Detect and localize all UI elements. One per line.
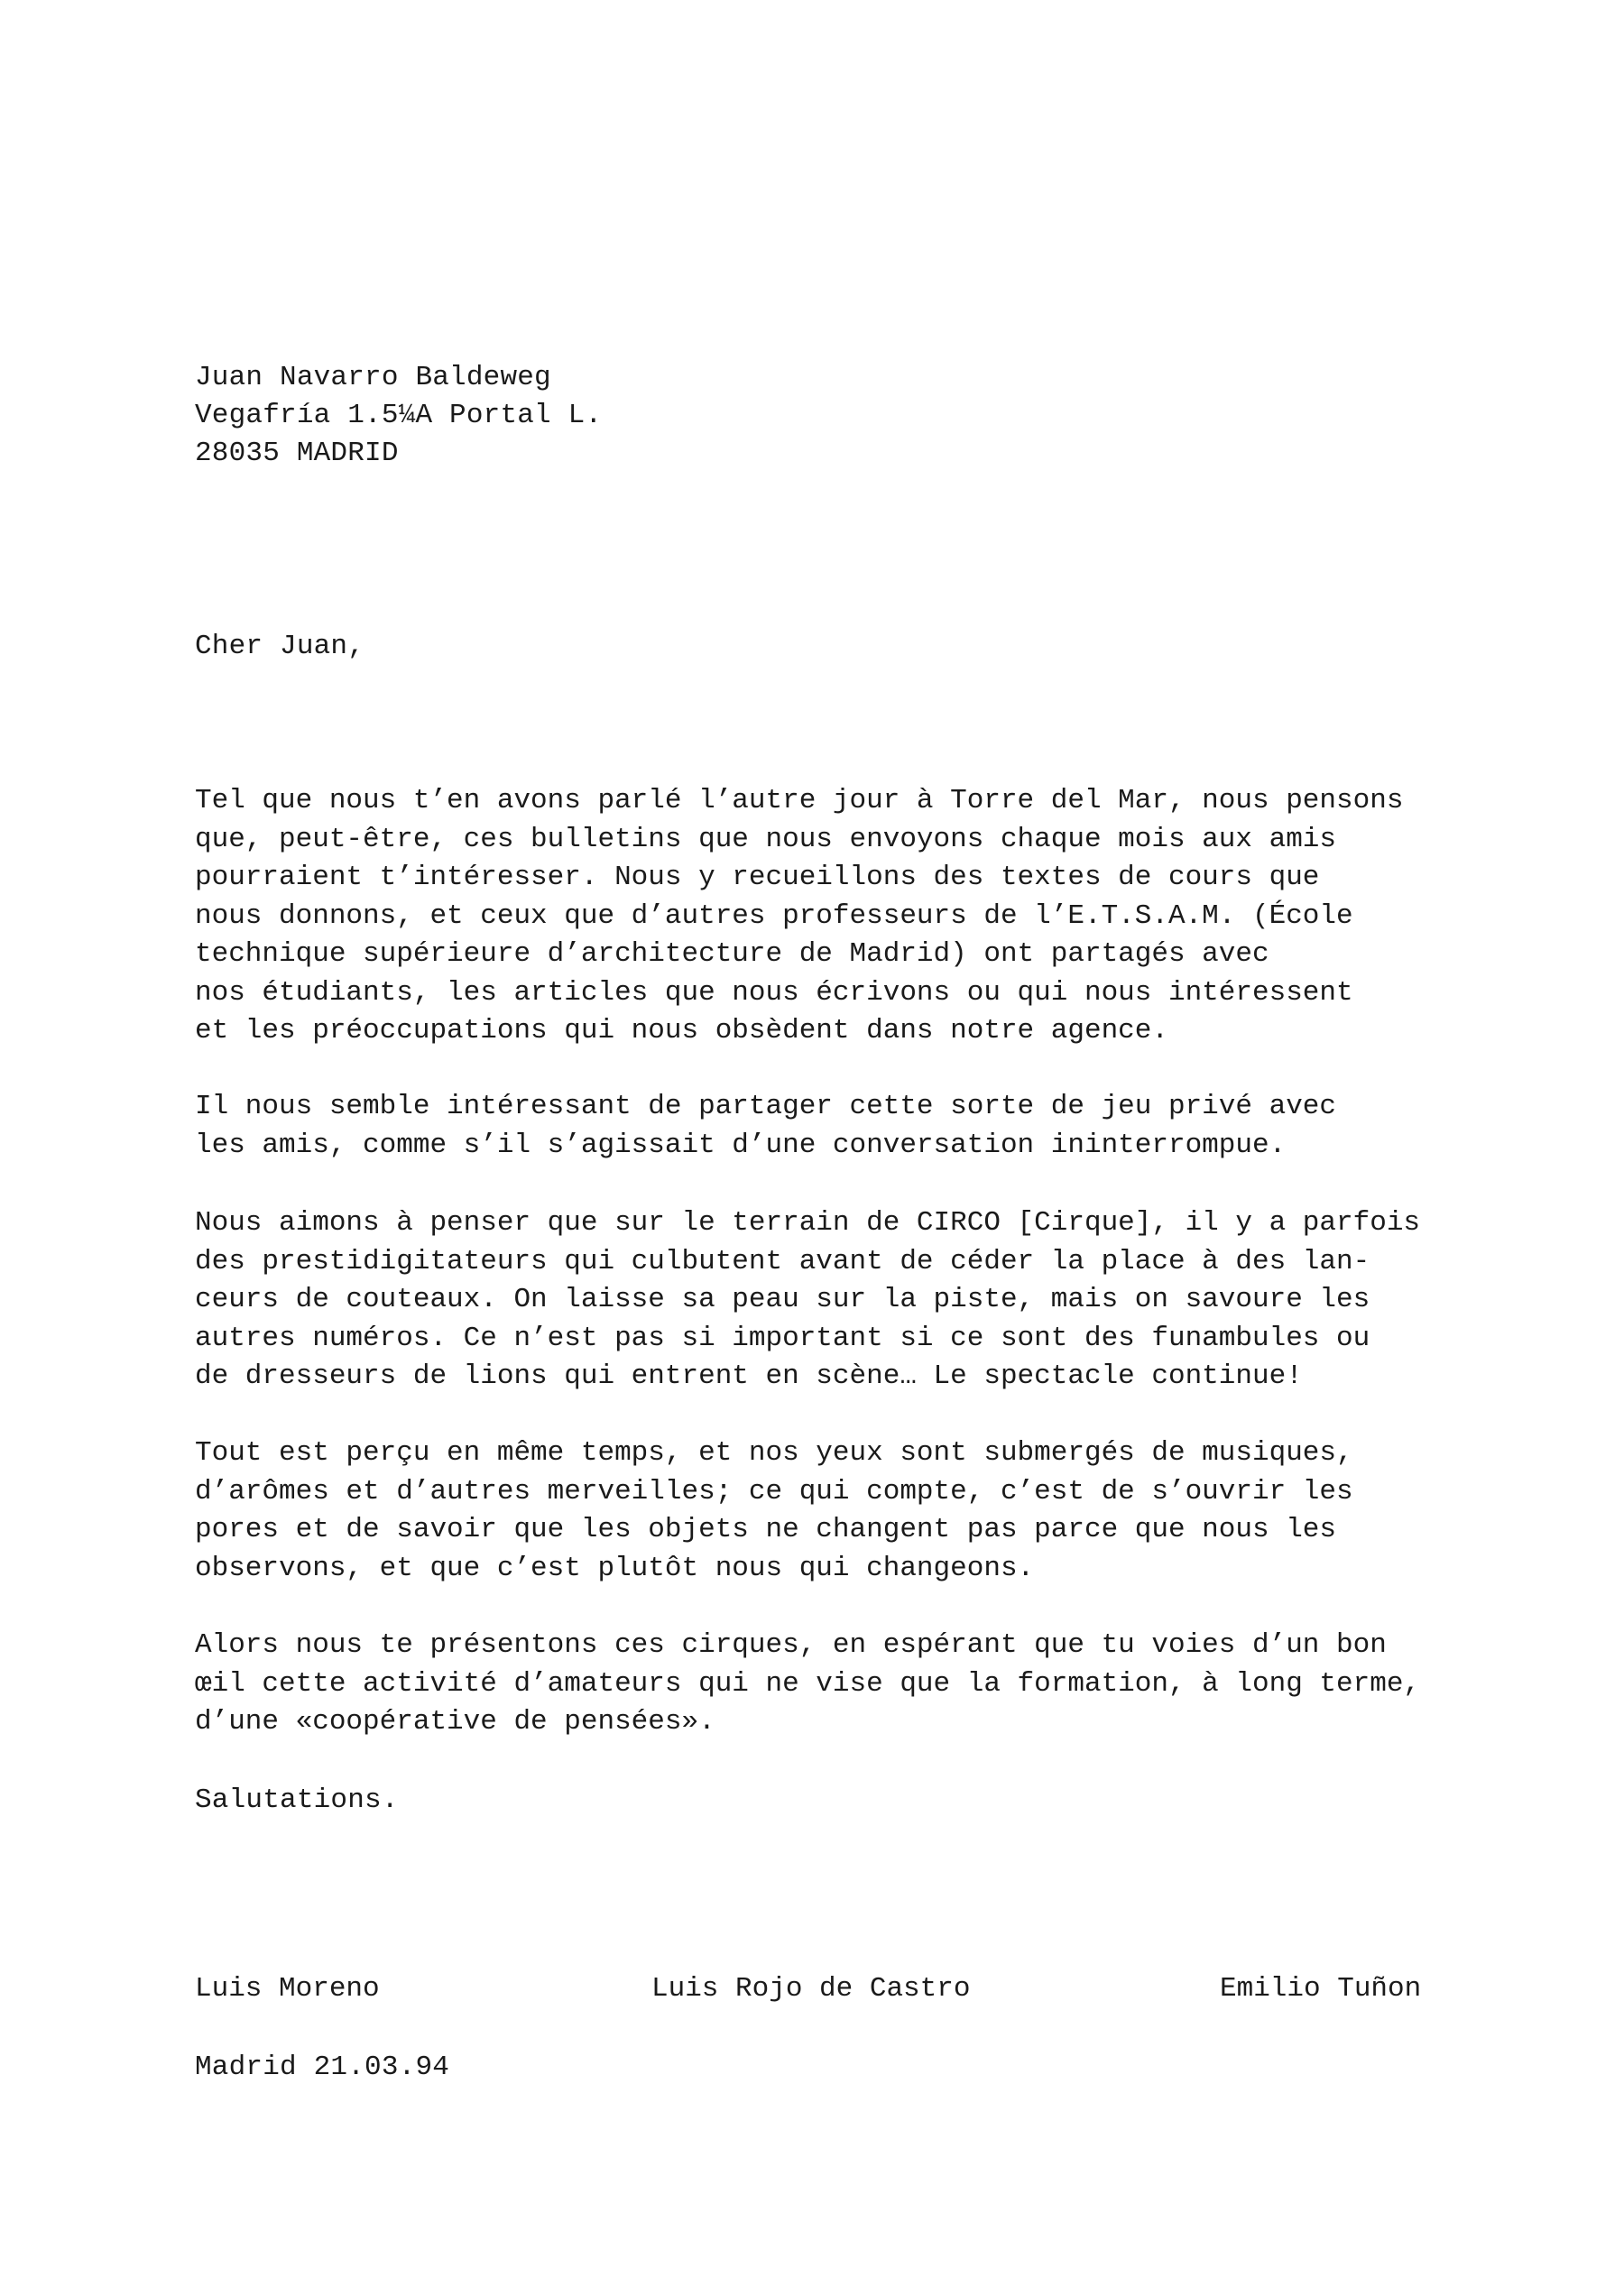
- paragraph-line: Tel que nous t’en avons parlé l’autre jour à Torre del Mar, nous pensons: [195, 785, 1404, 816]
- paragraph-line: pourraient t’intéresser. Nous y recueillons des textes de cours que: [195, 862, 1320, 893]
- paragraph-line: nous donnons, et ceux que d’autres professeurs de l’E.T.S.A.M. (École: [195, 899, 1353, 932]
- paragraph-3: [195, 1204, 1420, 1397]
- signatory-2: Luis Rojo de Castro: [651, 1973, 971, 2005]
- recipient-street: Vegafría 1.5¼A Portal L.: [195, 400, 603, 431]
- paragraph-line: autres numéros. Ce n’est pas si important si ce sont des funambules ou: [195, 1322, 1370, 1354]
- paragraph-line: de dresseurs de lions qui entrent en scène… Le spectacle continue!: [195, 1360, 1303, 1392]
- paragraph-line: d’une «coopérative de pensées».: [195, 1706, 715, 1738]
- paragraph-line: observons, et que c’est plutôt nous qui changeons.: [195, 1552, 1035, 1584]
- paragraph-line: Nous aimons à penser que sur le terrain de CIRCO [Cirque], il y a parfois: [195, 1207, 1421, 1239]
- paragraph-line: pores et de savoir que les objets ne changent pas parce que nous les: [195, 1514, 1337, 1545]
- paragraph-line: Il nous semble intéressant de partager cette sorte de jeu privé avec: [195, 1091, 1337, 1122]
- paragraph-line: que, peut-être, ces bulletins que nous envoyons chaque mois aux amis: [195, 823, 1337, 855]
- recipient-city: 28035 MADRID: [195, 438, 399, 469]
- paragraph-line: Tout est perçu en même temps, et nos yeux sont submergés de musiques,: [195, 1437, 1353, 1469]
- paragraph-line: d’arômes et d’autres merveilles; ce qui compte, c’est de s’ouvrir les: [195, 1475, 1353, 1508]
- paragraph-line: œil cette activité d’amateurs qui ne vise que la formation, à long terme,: [195, 1667, 1421, 1700]
- signatory-1: Luis Moreno: [195, 1973, 380, 2005]
- paragraph-line: et les préoccupations qui nous obsèdent dans notre agence.: [195, 1015, 1168, 1047]
- paragraph-1: [195, 782, 1403, 1051]
- paragraph-2: [195, 1088, 1336, 1165]
- recipient-name: Juan Navarro Baldeweg: [195, 362, 551, 393]
- greeting: Cher Juan,: [195, 631, 365, 662]
- paragraph-line: des prestidigitateurs qui culbutent avant de céder la place à des lan-: [195, 1245, 1370, 1277]
- paragraph-line: ceurs de couteaux. On laisse sa peau sur la piste, mais on savoure les: [195, 1284, 1370, 1315]
- closing: Salutations.: [195, 1784, 399, 1816]
- signatory-3: Emilio Tuñon: [1220, 1973, 1422, 2005]
- paragraph-5: [195, 1627, 1420, 1742]
- paragraph-line: nos étudiants, les articles que nous écrivons ou qui nous intéressent: [195, 976, 1353, 1009]
- paragraph-line: Alors nous te présentons ces cirques, en espérant que tu voies d’un bon: [195, 1629, 1387, 1661]
- paragraph-4: [195, 1434, 1353, 1588]
- paragraph-line: technique supérieure d’architecture de Madrid) ont partagés avec: [195, 938, 1269, 970]
- paragraph-line: les amis, comme s’il s’agissait d’une conversation ininterrompue.: [195, 1129, 1287, 1161]
- place-date: Madrid 21.03.94: [195, 2052, 450, 2083]
